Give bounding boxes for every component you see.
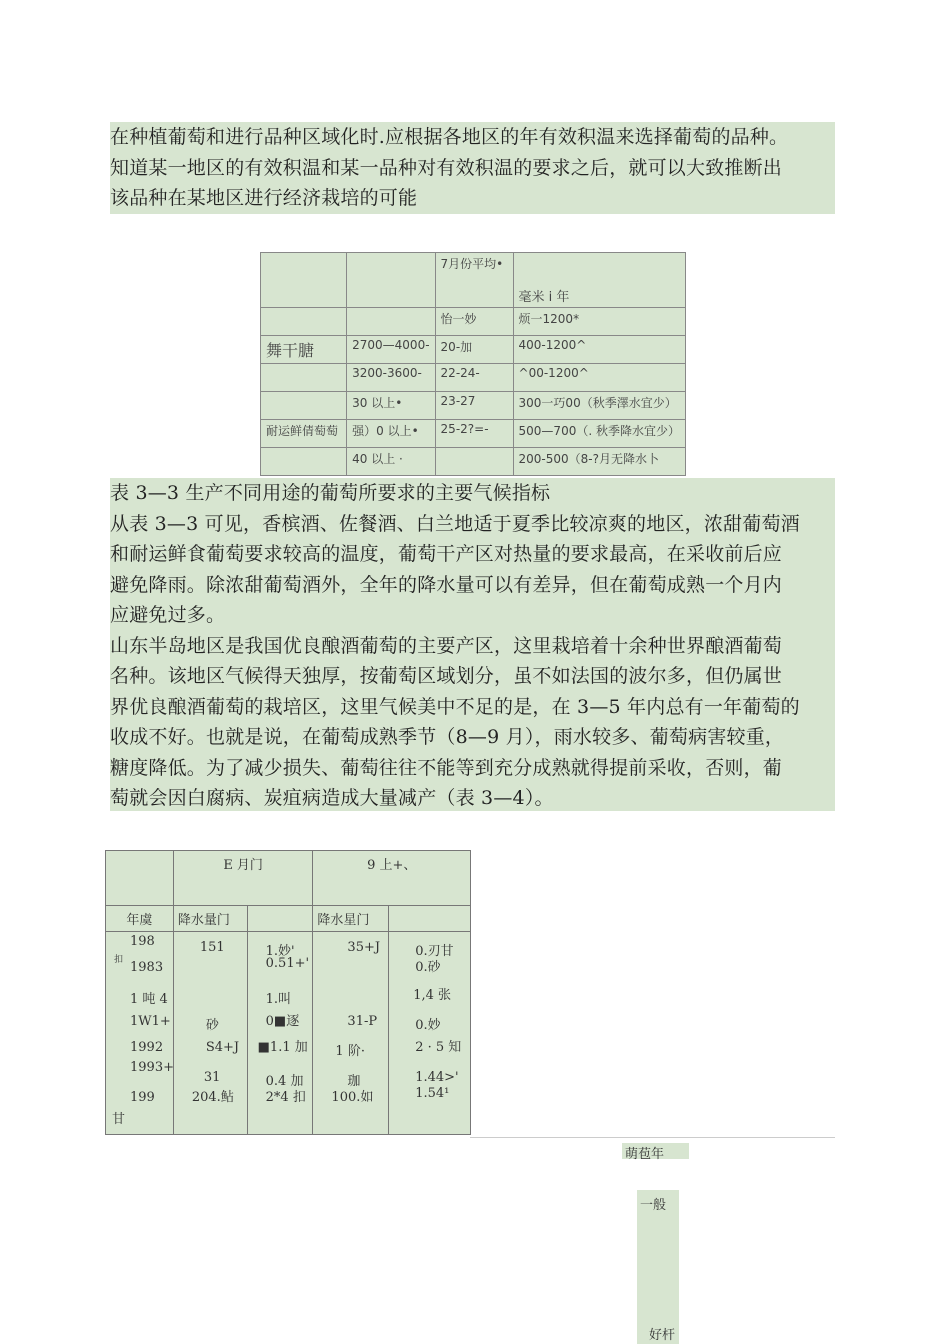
value-text: 1.44>' [415,1070,459,1085]
table-cell [347,253,435,308]
value-text: 35+J [347,940,381,955]
table-cell [261,308,347,336]
table-header-row [261,253,686,308]
value-text: 1,4 张 [413,988,452,1003]
body-paragraphs [110,478,835,811]
year-text: 甘 [112,1112,126,1127]
table-cell: 25-2?=- [435,420,513,448]
table-cell: 400-1200^ [513,336,685,364]
value-text: 31 [203,1070,221,1085]
table-subheader-row [261,308,686,336]
table-cell: 40 以上 · [347,448,435,476]
body-line: 糖度降低。为了减少损失、葡萄往往不能等到充分成熟就得提前采收，否则，葡 [110,756,783,779]
table-cell: 7月份平均• [435,253,513,308]
value-text: 0.砂 [415,960,441,975]
value-text: ■1.1 加 [257,1040,308,1055]
table-row [261,420,686,448]
body-line: 应避免过多。 [110,604,226,626]
value-text: 2*4 扣 [265,1090,306,1105]
intro-line: 该品种在某地区进行经济栽培的可能 [110,187,418,209]
table-cell: 年虞 [106,906,174,932]
year-cell [106,932,174,1135]
value-text: 1 阶· [335,1044,365,1059]
intro-paragraph [110,122,835,214]
table-cell [261,448,347,476]
table-cell: 舞干膅 [261,336,347,364]
divider-line [470,1137,835,1138]
table-row [261,448,686,476]
rainfall-table [105,850,471,1135]
value-text: 0.刃甘 [415,944,454,959]
table-row [106,932,471,1135]
rain-cell [173,932,247,1135]
table-cell [261,392,347,420]
body-line: 名种。该地区气候得天独厚，按葡萄区域划分，虽不如法国的波尔多，但仍属世 [110,665,783,687]
year-text: 1W1+ [130,1014,171,1029]
body-line: 萄就会因白腐病、炭疽病造成大量减产（表 3—4）。 [110,787,554,809]
ratio-cell [389,932,471,1135]
table-cell [347,308,435,336]
value-text: 31-P [347,1014,378,1029]
year-text: 1 吨 4 [130,992,168,1007]
table-cell: 烦一1200* [513,308,685,336]
value-text: 1.叫 [265,992,292,1007]
body-line: 界优良酿酒葡萄的栽培区，这里气候美中不足的是，在 3—5 年内总有一年葡萄的 [110,695,800,718]
value-text: 151 [199,940,225,955]
table-row [261,336,686,364]
table-cell: ^00-1200^ [513,364,685,392]
table-cell: 降水量门 [173,906,247,932]
table-cell [261,364,347,392]
body-line: 收成不好。也就是说，在葡萄成熟季节（8—9 月），雨水较多、葡萄病害较重， [110,726,785,748]
intro-line: 知道某一地区的有效积温和某一品种对有效积温的要求之后，就可以大致推断出 [110,156,783,179]
body-line: 山东半岛地区是我国优良酿酒葡萄的主要产区，这里栽培着十余种世界酿酒葡萄 [110,634,783,657]
table-cell: 200-500（8-?月无降水卜 [513,448,685,476]
value-text: S4+J [205,1040,240,1055]
year-text: 扣 [114,955,124,965]
value-text: 0.4 加 [265,1074,304,1089]
table-cell: 耐运鲜倩萄萄 [261,420,347,448]
value-text: 204.鲇 [191,1090,234,1105]
value-text: 砂 [205,1018,219,1033]
side-label: 好杆 [649,1328,676,1343]
year-text: 1983 [130,960,164,975]
table-group-header: 9 上+、 [313,851,471,906]
year-text: 199 [130,1090,155,1105]
table-cell: 强）0 以上• [347,420,435,448]
table-cell: 20-加 [435,336,513,364]
table-cell: 2700—4000- [347,336,435,364]
side-label: 萌苞年 [622,1143,689,1159]
value-text: 0■逐 [265,1014,300,1029]
table-cell: 3200-3600- [347,364,435,392]
climate-table [260,252,686,476]
value-text: 0.妙 [415,1018,441,1033]
table-group-header: E 月门 [173,851,313,906]
table-cell: 降水星门 [313,906,389,932]
table-cell [435,448,513,476]
value-text: 0.51+' [265,956,310,971]
table-cell: 500—700（. 秋季降水宜少） [513,420,685,448]
year-text: 1992 [130,1040,164,1055]
value-text: 珈 [347,1074,361,1089]
table-cell [261,253,347,308]
table-header-row [106,851,471,906]
table-cell: 22-24- [435,364,513,392]
table-row [261,392,686,420]
body-line: 和耐运鲜食葡萄要求较高的温度，葡萄干产区对热量的要求最高，在采收前后应 [110,543,783,565]
table-row [261,364,686,392]
rain-cell [313,932,389,1135]
body-line: 从表 3—3 可见，香槟酒、佐餐酒、白兰地适于夏季比较凉爽的地区，浓甜葡萄酒 [110,512,800,535]
table-cell: 300一巧00（秋季澤水宜少） [513,392,685,420]
side-column [637,1190,679,1344]
side-label: 一般 [640,1198,667,1213]
year-text: 1993+ [130,1060,174,1075]
value-text: 100.如 [331,1090,374,1105]
table-caption: 表 3—3 生产不同用途的葡萄所要求的主要气候指标 [110,482,551,504]
table-cell: 毫米 i 年 [513,253,685,308]
value-text: 1.54¹ [415,1086,450,1101]
table-cell: 23-27 [435,392,513,420]
ratio-cell [247,932,313,1135]
body-line: 避免降雨。除浓甜葡萄酒外，全年的降水量可以有差异，但在葡萄成熟一个月内 [110,573,783,596]
table-cell: 怡一妙 [435,308,513,336]
intro-line: 在种植葡萄和进行品种区域化时.应根据各地区的年有效积温来选择葡萄的品种。 [110,126,789,148]
value-text: 2 · 5 知 [415,1040,462,1055]
table-cell: 30 以上• [347,392,435,420]
value-text: 1.妙' [265,944,295,959]
table-subheader-row [106,906,471,932]
year-text: 198 [130,934,155,949]
